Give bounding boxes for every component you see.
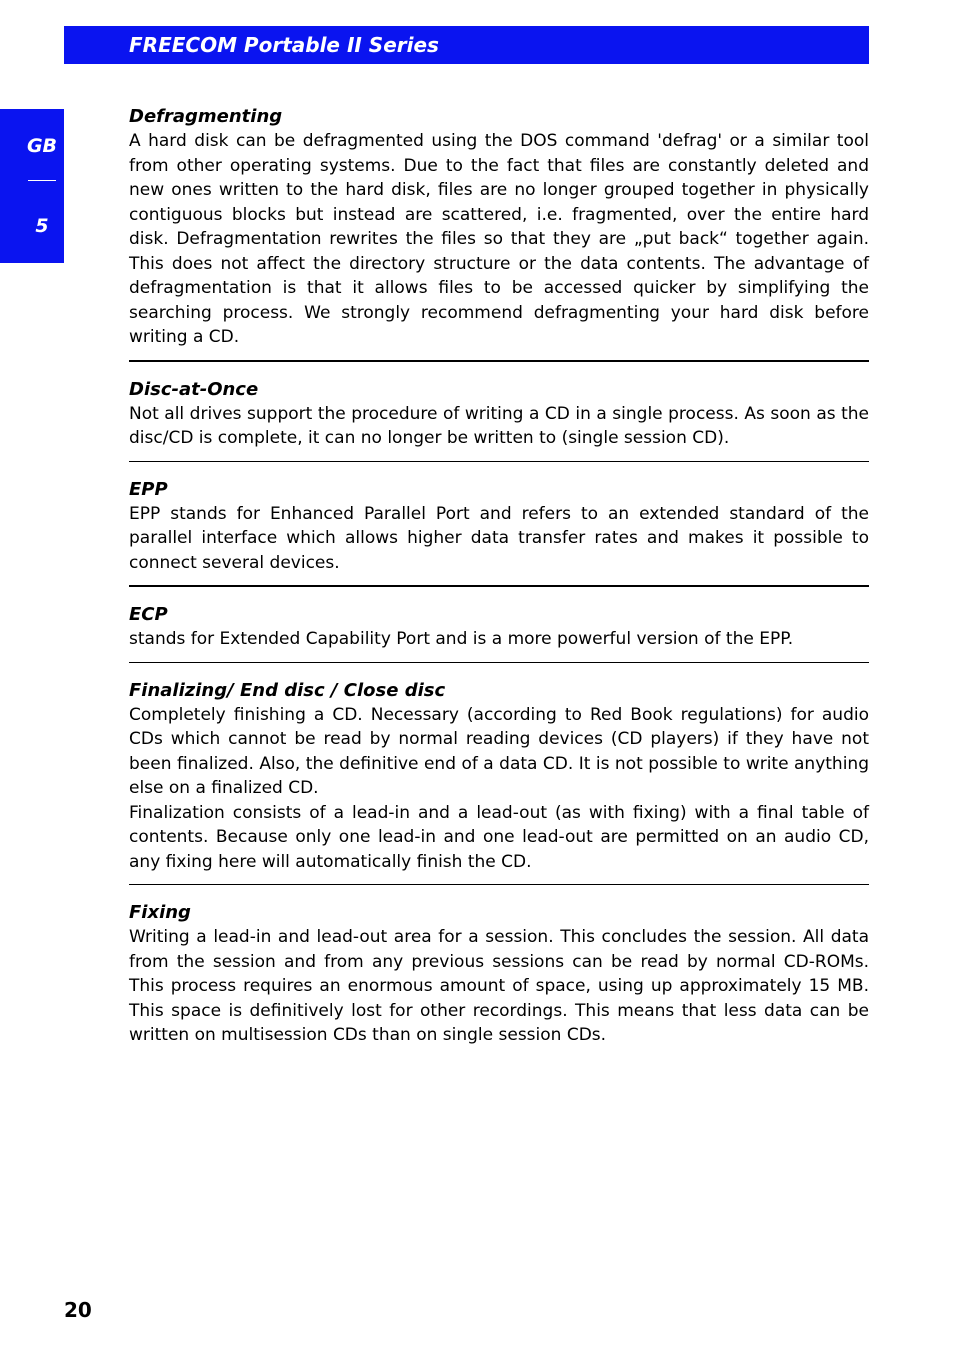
header-title: FREECOM Portable II Series (129, 33, 439, 57)
section-heading: Disc-at-Once (129, 378, 259, 400)
section-divider (129, 360, 869, 362)
section-ecp (129, 603, 869, 652)
section-paragraph: Finalization consists of a lead-in and a lead-out (as with fixing) with a final table of contents. Because only one lead-in and one lead-out are permitted on an audio CD, any fixing here will automatically finish the CD. (129, 802, 869, 872)
page-number: 20 (64, 1298, 92, 1322)
section-epp (129, 478, 869, 576)
section-paragraph: stands for Extended Capability Port and is a more powerful version of the EPP. (129, 629, 794, 649)
section-heading: Finalizing/ End disc / Close disc (129, 679, 446, 701)
section-paragraph: Completely finishing a CD. Necessary (according to Red Book regulations) for audio CDs which cannot be read by normal reading devices (CD players) if they have not been finalized. Also, the definitive end of a data CD. It is not possible to write anything else on a finalized CD. (129, 704, 869, 798)
section-heading: ECP (129, 604, 168, 625)
section-finalizing (129, 679, 869, 875)
header-bar (64, 26, 869, 64)
section-paragraph: Writing a lead-in and lead-out area for a session. This concludes the session. All data from the session and from any previous sessions can be read by normal CD-ROMs. This process requires an enormous amount of space, using up approximately 15 MB. This space is definitively lost for other recordings. This means that less data can be written on multisession CDs than on single session CDs. (129, 927, 869, 1045)
section-fixing (129, 901, 869, 1048)
section-paragraph: EPP stands for Enhanced Parallel Port and refers to an extended standard of the parallel interface which allows higher data transfer rates and makes it possible to connect several devices. (129, 503, 869, 573)
section-paragraph: Not all drives support the procedure of writing a CD in a single process. As soon as the disc/CD is complete, it can no longer be written to (single session CD). (129, 403, 869, 448)
glossary-content (129, 105, 869, 1048)
section-heading: EPP (129, 478, 168, 500)
section-defragmenting (129, 105, 869, 350)
section-divider (129, 884, 869, 885)
section-heading: Defragmenting (129, 106, 283, 127)
section-disc-at-once (129, 378, 869, 451)
section-heading: Fixing (129, 902, 191, 923)
chapter-number: 5 (35, 215, 49, 237)
chapter-side-tab (0, 109, 64, 263)
section-paragraph: A hard disk can be defragmented using the DOS command 'defrag' or a similar tool from other operating systems. Due to the fact that files are constantly deleted and new ones written to the hard disk, files are no longer grouped together in physically contiguous blocks but instead are scattered, i.e. fragmented, over the entire hard disk. Defragmentation rewrites the files so that they are „put back“ together again. This does not affect the directory structure or the data contents. The advantage of defragmentation is that it allows files to be accessed quicker by simplifying the searching process. We strongly recommend defragmenting your hard disk before writing a CD. (129, 131, 869, 347)
language-label: GB (26, 135, 58, 157)
section-divider (129, 461, 869, 462)
side-tab-rule (28, 180, 56, 181)
section-divider (129, 585, 869, 587)
section-divider (129, 662, 869, 663)
